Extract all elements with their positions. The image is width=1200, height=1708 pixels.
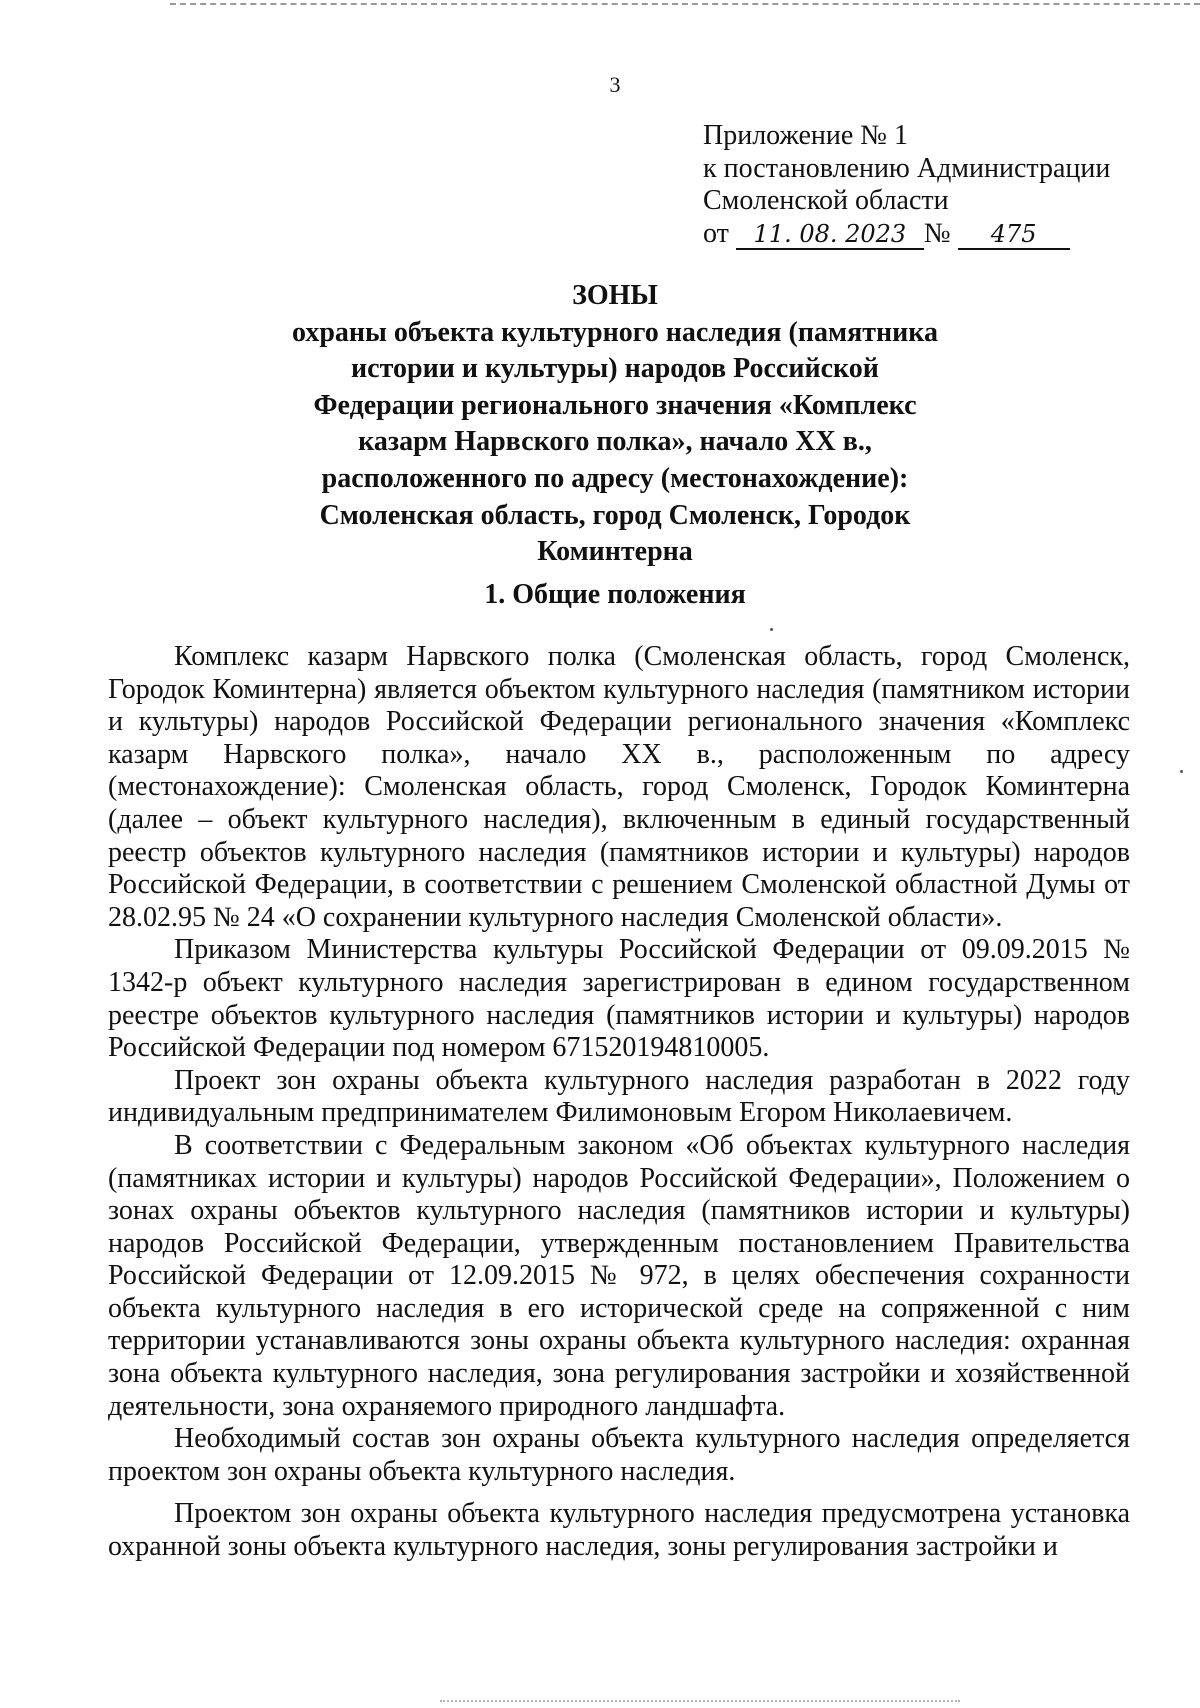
paragraph: Комплекс казарм Нарвского полка (Смоленская область, город Смоленск, Городок Коминтерна) является объектом культурного наследия (памятником истории и культуры) народов Российской Федерации регионального значения «Комплекс казарм Нарвского полка», начало XX в., расположенным по адресу (местонахождение): Смоленская область, город Смоленск, Городок Коминтерна (далее – объект культурного наследия), включенным в единый государственный реестр объектов культурного наследия (памятников истории и культуры) народов Российской Федерации, в соответствии с решением Смоленской областной Думы от 28.02.95 № 24 «О сохранении культурного наследия Смоленской области». xyxy=(108,641,1130,933)
title-line: Коминтерна xyxy=(537,536,693,568)
scan-bottom-border xyxy=(440,1700,960,1702)
paragraph: Приказом Министерства культуры Российской Федерации от 09.09.2015 № 1342-р объект культурного наследия зарегистрирован в едином государственном реестре объектов культурного наследия (памятников истории и культуры) народов Российской Федерации под номером 671520194810005. xyxy=(108,934,1130,1064)
paragraph: Необходимый состав зон охраны объекта культурного наследия определяется проектом зон охраны объекта культурного наследия. xyxy=(108,1423,1130,1487)
annex-line-1: Приложение № 1 xyxy=(703,120,908,151)
scan-speck xyxy=(770,628,773,631)
annex-date-line xyxy=(703,218,1173,251)
document-body xyxy=(108,641,1130,1564)
title-line: истории и культуры) народов Российской xyxy=(351,353,879,385)
title-line: Федерации регионального значения «Комплекс xyxy=(313,389,917,421)
annex-line-3: Смоленской области xyxy=(703,185,949,216)
section-heading: 1. Общие положения xyxy=(484,579,746,610)
paragraph: В соответствии с Федеральным законом «Об объектах культурного наследия (памятниках истории и культуры) народов Российской Федерации», Положением о зонах охраны объектов культурного наследия (памятников истории и культуры) народов Российской Федерации, утвержденным постановлением Правительства Российской Федерации от 12.09.2015 № 972, в целях обеспечения сохранности объекта культурного наследия в его исторической среде на сопряженной с ним территории устанавливаются зоны охраны объекта культурного наследия: охранная зона объекта культурного наследия, зона регулирования застройки и хозяйственной деятельности, зона охраняемого природного ландшафта. xyxy=(108,1129,1130,1422)
document-title xyxy=(140,278,1090,571)
title-line: казарм Нарвского полка», начало XX в., xyxy=(358,426,872,458)
handwritten-number: 475 xyxy=(958,220,1070,250)
title-line: ЗОНЫ xyxy=(572,280,658,311)
annex-block xyxy=(703,120,1173,250)
date-prefix: от xyxy=(703,217,729,249)
annex-line-2: к постановлению Администрации xyxy=(703,152,1111,184)
handwritten-date: 11. 08. 2023 xyxy=(736,220,924,250)
title-line: охраны объекта культурного наследия (памятника xyxy=(292,316,938,348)
scan-top-border xyxy=(170,3,1200,5)
scan-speck xyxy=(1180,770,1183,773)
paragraph: Проектом зон охраны объекта культурного наследия предусмотрена установка охранной зоны объекта культурного наследия, зоны регулирования застройки и xyxy=(108,1498,1130,1563)
number-prefix: № xyxy=(923,217,951,249)
title-line: Смоленская область, город Смоленск, Городок xyxy=(319,499,911,531)
paragraph: Проект зон охраны объекта культурного наследия разработан в 2022 году индивидуальным предпринимателем Филимоновым Егором Николаевичем. xyxy=(108,1064,1130,1129)
page-number: 3 xyxy=(609,72,621,97)
title-line: расположенного по адресу (местонахождение): xyxy=(321,462,909,494)
